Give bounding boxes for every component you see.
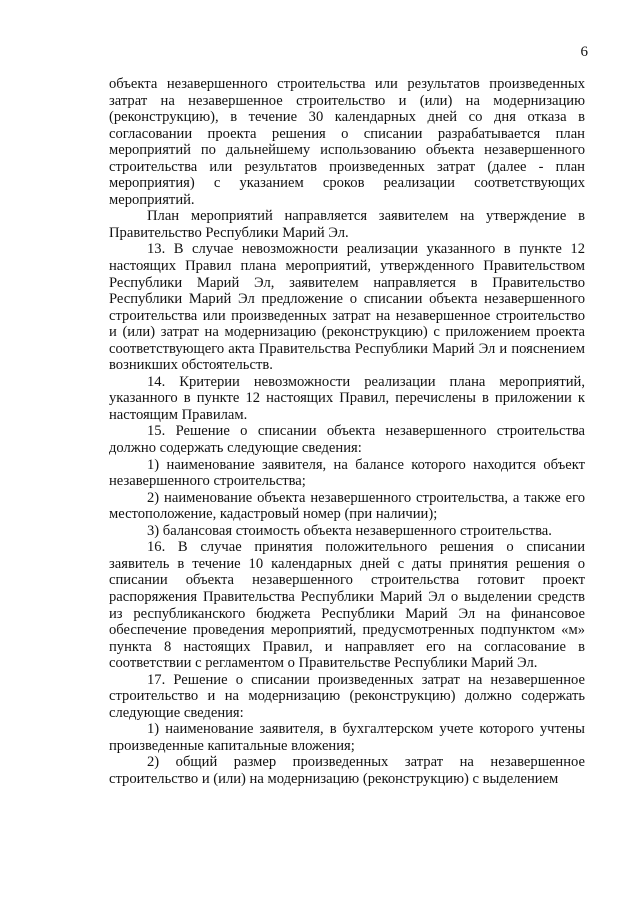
paragraph: 2) наименование объекта незавершенного строительства, а также его местоположение, кадастровый номер (при наличии); [109,489,585,523]
document-body [109,76,585,788]
paragraph: 2) общий размер произведенных затрат на незавершенное строительство и (или) на модернизацию (реконструкцию) с выделением [109,754,585,787]
page-number: 6 [580,44,588,60]
paragraph: объекта незавершенного строительства или результатов произведенных затрат на незавершенное строительство и (или) на модернизацию (реконструкцию), в течение 30 календарных дней со дня отказа в согласовании проекта решения о списании разрабатывается план мероприятий по дальнейшему использованию объекта незавершенного строительства или результатов произведенных затрат (далее - план мероприятия) с указанием сроков реализации соответствующих мероприятий. [109,76,585,208]
paragraph: План мероприятий направляется заявителем на утверждение в Правительство Республики Марий Эл. [109,208,585,241]
paragraph: 1) наименование заявителя, на балансе которого находится объект незавершенного строительства; [109,456,585,490]
paragraph: 16. В случае принятия положительного решения о списании заявитель в течение 10 календарных дней с даты принятия решения о списании объекта незавершенного строительства готовит проект распоряжения Правительства Республики Марий Эл о выделении средств из республиканского бюджета Республики Марий Эл на финансовое обеспечение проведения мероприятий, предусмотренных подпунктом «м» пункта 8 настоящих Правил, и направляет его на согласование в соответствии с регламентом о Правительстве Республики Марий Эл. [109,539,585,672]
paragraph: 17. Решение о списании произведенных затрат на незавершенное строительство и на модернизацию (реконструкцию) должно содержать следующие сведения: [109,671,585,721]
paragraph: 13. В случае невозможности реализации указанного в пункте 12 настоящих Правил плана мероприятий, утвержденного Правительством Республики Марий Эл, заявителем направляется в Правительство Республики Марий Эл предложение о списании объекта незавершенного строительства или произведенных затрат на незавершенное строительство и (или) затрат на модернизацию (реконструкцию) с приложением проекта соответствующего акта Правительства Республики Марий Эл и пояснением возникших обстоятельств. [109,241,585,374]
paragraph: 14. Критерии невозможности реализации плана мероприятий, указанного в пункте 12 настоящих Правил, перечислены в приложении к настоящим Правилам. [109,373,585,423]
paragraph: 1) наименование заявителя, в бухгалтерском учете которого учтены произведенные капитальные вложения; [109,721,585,754]
paragraph: 3) балансовая стоимость объекта незавершенного строительства. [147,522,552,539]
paragraph: 15. Решение о списании объекта незавершенного строительства должно содержать следующие сведения: [109,423,585,457]
